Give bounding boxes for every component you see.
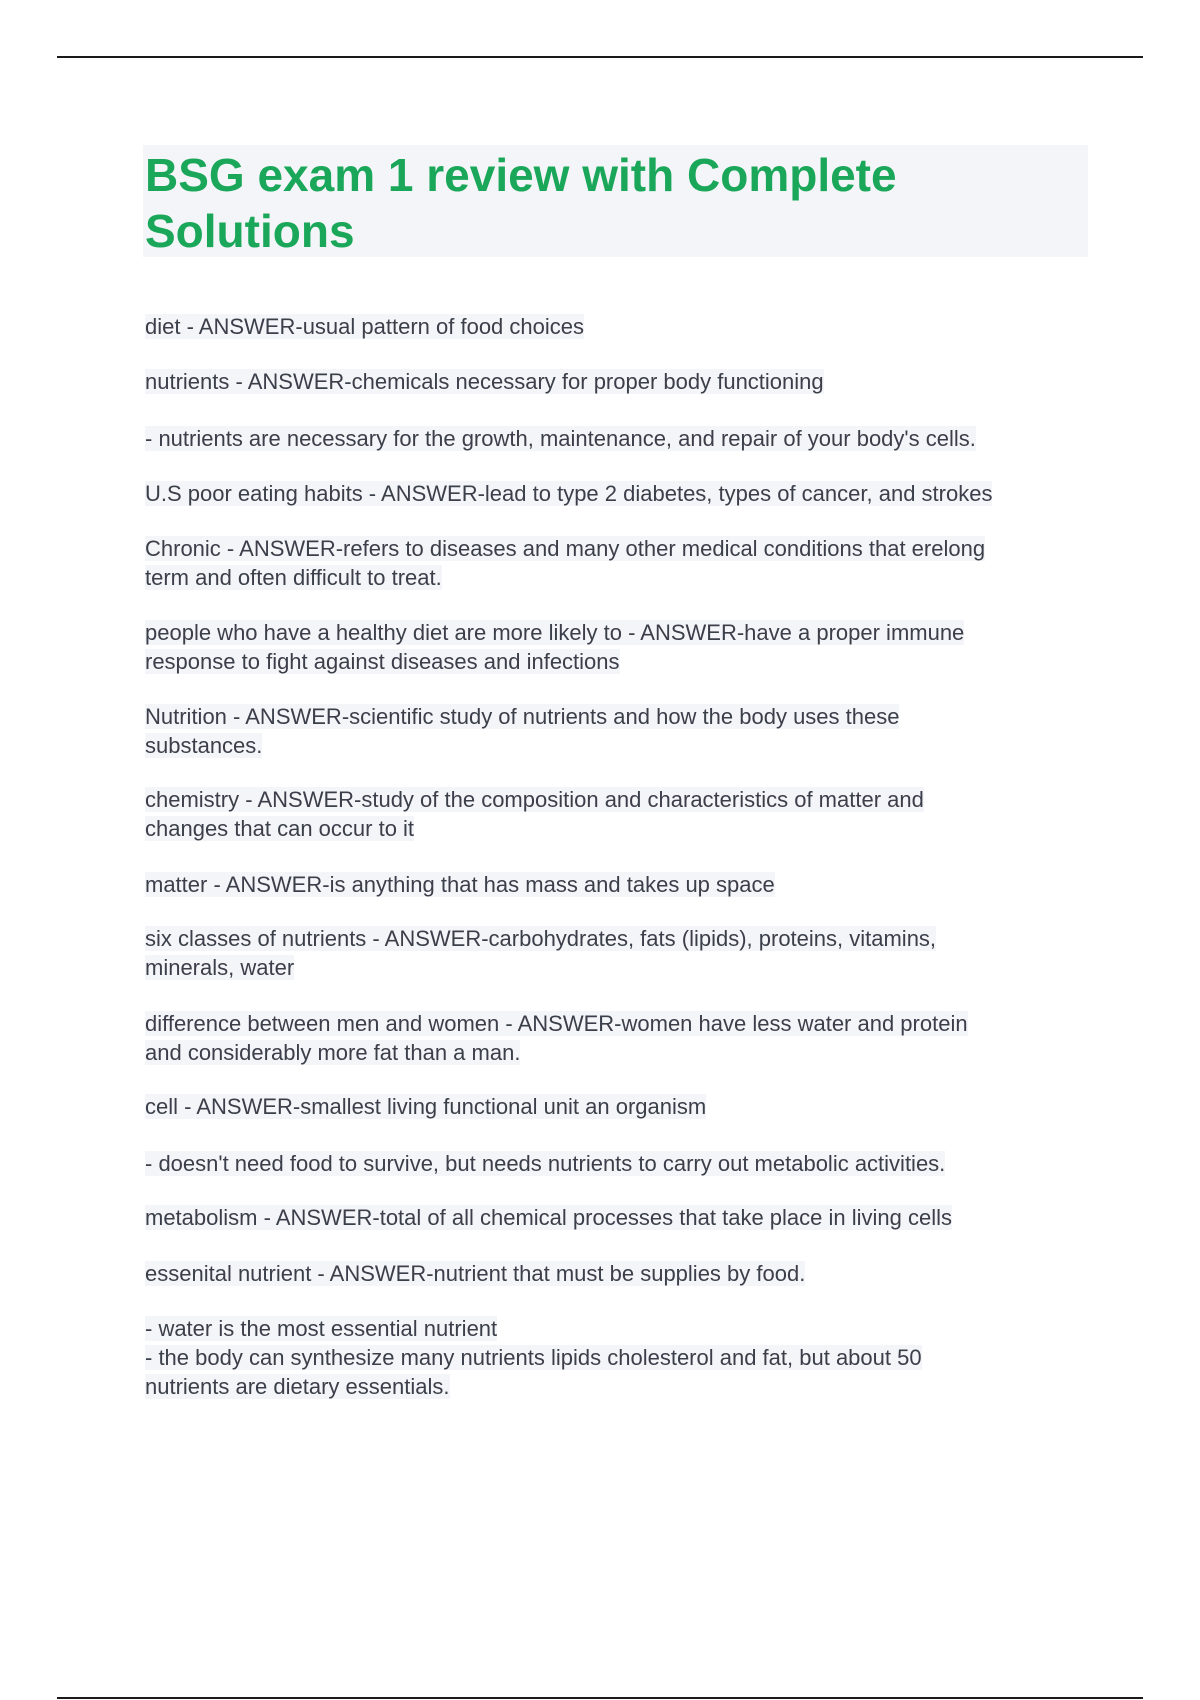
qa-entry: - doesn't need food to survive, but needs nutrients to carry out metabolic activities. [145, 1151, 946, 1176]
qa-entry: diet - ANSWER-usual pattern of food choices [145, 314, 584, 339]
qa-entry: U.S poor eating habits - ANSWER-lead to type 2 diabetes, types of cancer, and strokes [145, 481, 993, 506]
qa-entry: - nutrients are necessary for the growth, maintenance, and repair of your body's cells. [145, 426, 976, 451]
qa-entry: people who have a healthy diet are more likely to - ANSWER-have a proper immune response to fight against diseases and infections [145, 620, 965, 674]
document-title: BSG exam 1 review with Complete Solutions [145, 149, 897, 257]
top-rule [57, 56, 1143, 58]
qa-entry: chemistry - ANSWER-study of the composition and characteristics of matter and changes that can occur to it [145, 787, 924, 841]
title-block [143, 145, 1088, 257]
qa-entry: Nutrition - ANSWER-scientific study of nutrients and how the body uses these substances. [145, 704, 900, 758]
qa-entry: metabolism - ANSWER-total of all chemical processes that take place in living cells [145, 1205, 952, 1230]
qa-entry: - water is the most essential nutrient - the body can synthesize many nutrients lipids cholesterol and fat, but about 50 nutrients are dietary essentials. [145, 1316, 922, 1399]
qa-entry: nutrients - ANSWER-chemicals necessary for proper body functioning [145, 369, 824, 394]
qa-entry: cell - ANSWER-smallest living functional unit an organism [145, 1094, 707, 1119]
qa-entry: difference between men and women - ANSWER-women have less water and protein and considerably more fat than a man. [145, 1011, 968, 1065]
qa-entry: matter - ANSWER-is anything that has mass and takes up space [145, 872, 775, 897]
qa-entry: six classes of nutrients - ANSWER-carbohydrates, fats (lipids), proteins, vitamins, minerals, water [145, 926, 937, 980]
bottom-rule [57, 1697, 1143, 1699]
qa-entry: essenital nutrient - ANSWER-nutrient that must be supplies by food. [145, 1261, 806, 1286]
qa-entry: Chronic - ANSWER-refers to diseases and many other medical conditions that erelong term and often difficult to treat. [145, 536, 986, 590]
